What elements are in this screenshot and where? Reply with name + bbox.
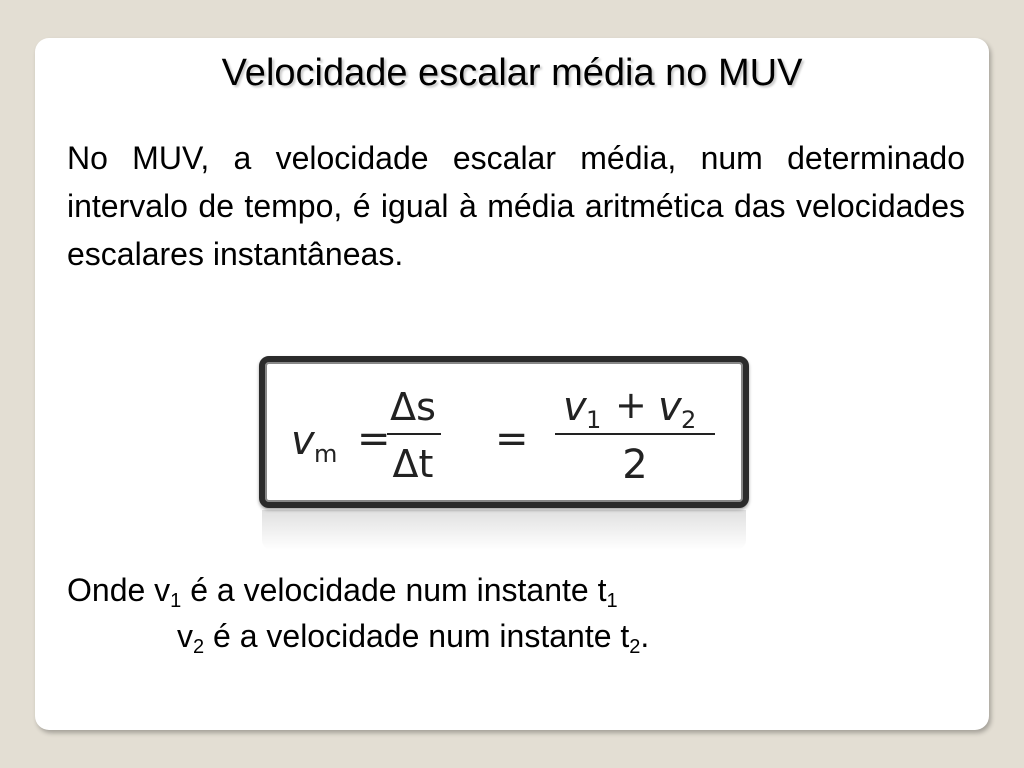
- line1-middle: é a velocidade num instante t: [181, 572, 607, 608]
- formula-frac2-denominator: 2: [622, 442, 648, 488]
- line2-middle: é a velocidade num instante t: [204, 618, 630, 654]
- line2-sub-v: 2: [193, 636, 205, 658]
- formula-lhs-sub: m: [314, 440, 338, 468]
- formula-equals-1: =: [357, 416, 391, 462]
- formula-frac2-v2: v: [658, 384, 682, 430]
- line1-sub-t: 1: [606, 590, 618, 612]
- line1-sub-v: 1: [170, 590, 182, 612]
- formula-frac2-v1: v: [563, 384, 587, 430]
- formula-frac2-sub2: 2: [681, 406, 697, 434]
- line2-prefix: v: [177, 618, 193, 654]
- formula-frac2-sub1: 1: [586, 406, 602, 434]
- slide-title: Velocidade escalar média no MUV: [221, 52, 803, 94]
- line2-sub-t: 2: [629, 636, 641, 658]
- formula-frac1-denominator: Δt: [392, 442, 434, 486]
- definition-paragraph: No MUV, a velocidade escalar média, num determinado intervalo de tempo, é igual à média aritmética das velocidades escalares instantâneas.: [67, 140, 965, 272]
- definition-line-v2: [177, 616, 649, 656]
- line2-suffix: .: [640, 618, 650, 654]
- formula-frac2-plus: +: [615, 383, 647, 427]
- formula-reflection: [262, 510, 746, 550]
- formula-equals-2: =: [495, 416, 529, 462]
- definition-line-v1: [67, 570, 618, 610]
- line1-prefix: Onde v: [67, 572, 171, 608]
- formula-frac1-numerator: Δs: [390, 385, 436, 429]
- formula-box: [259, 356, 749, 508]
- formula-equation: [265, 362, 743, 502]
- formula-lhs-v: v: [291, 418, 315, 464]
